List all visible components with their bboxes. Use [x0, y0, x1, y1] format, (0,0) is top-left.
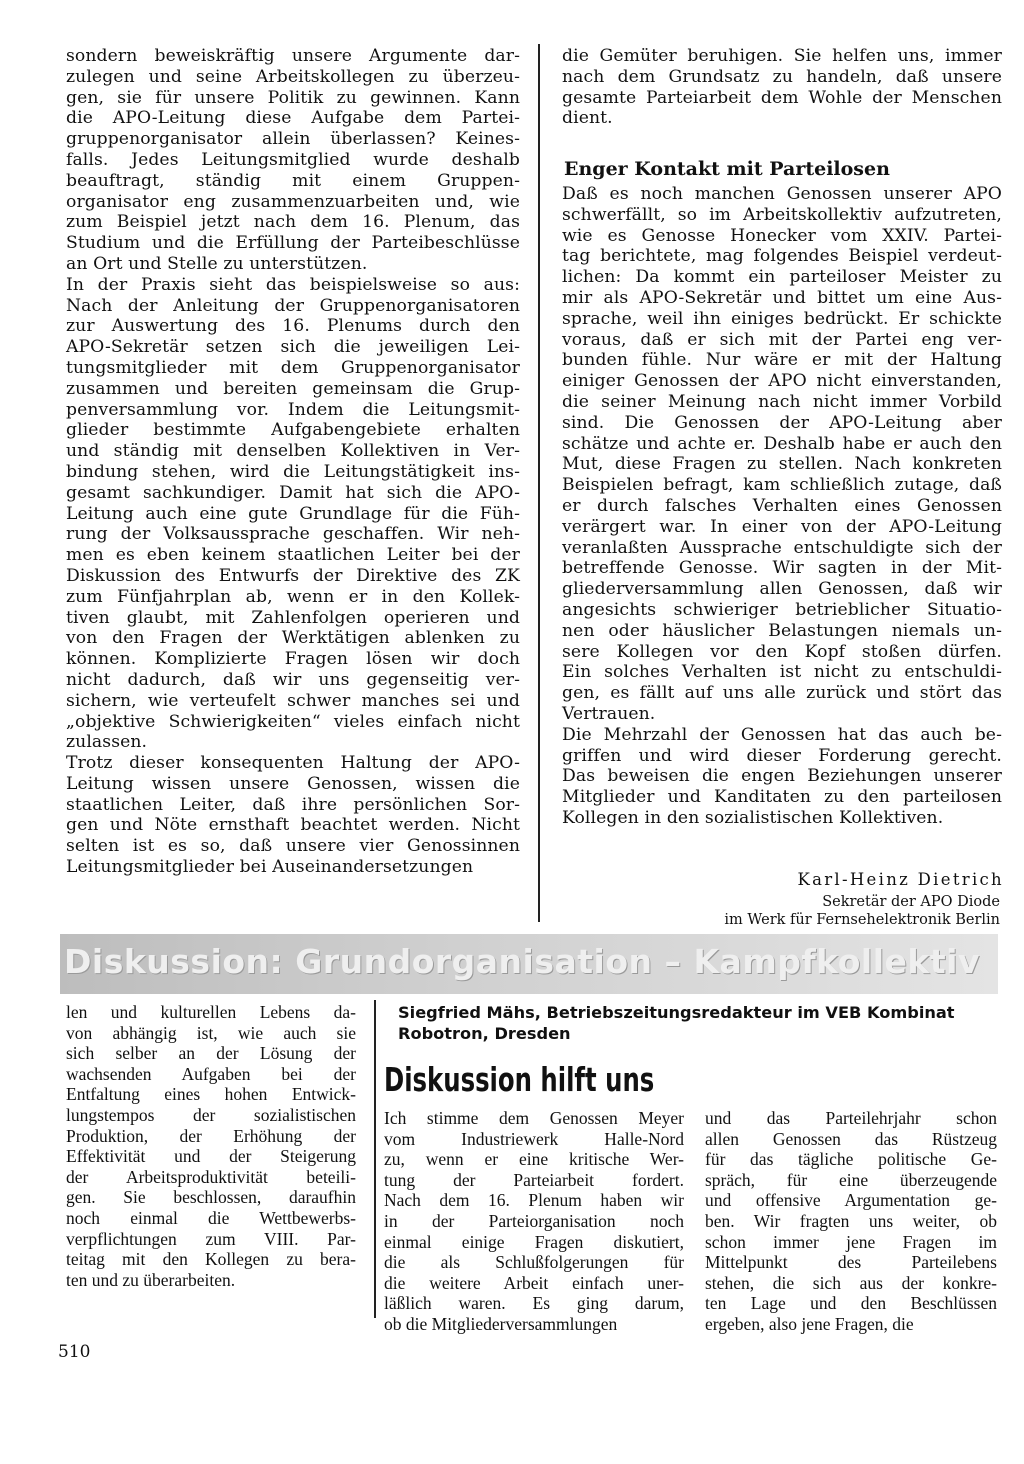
author-name: Karl-Heinz Dietrich	[797, 870, 1004, 889]
text-line: gen, sie für unsere Politik zu gewinnen. Kann	[66, 87, 520, 108]
text-line: noch einmal die Wettbewerbs-	[66, 1207, 356, 1228]
text-line: Das beweisen die engen Beziehungen unserer	[562, 766, 1002, 787]
text-line: Vertrauen.	[562, 703, 656, 724]
top-left-column	[66, 46, 520, 878]
text-line: die Gemüter beruhigen. Sie helfen uns, immer	[562, 46, 1002, 66]
text-line: sich selber an der Lösung der	[66, 1043, 356, 1064]
text-line: bunden fühle. Nur wäre er mit der Haltung	[562, 350, 1002, 371]
text-line: gesamt sachkundiger. Damit hat sich die APO-	[66, 482, 520, 503]
text-line: beauftragt, ständig mit einem Gruppen-	[66, 170, 520, 191]
text-line: Diskussion des Entwurfs der Direktive des ZK	[66, 565, 520, 586]
text-line: nicht dadurch, daß wir uns gegenseitig ver-	[66, 669, 520, 690]
text-line: wachsenden Aufgaben bei der	[66, 1063, 356, 1084]
text-line: angesichts schwieriger betrieblicher Situatio-	[562, 599, 1002, 620]
text-line: gen, es fällt auf uns alle zurück und stört das	[562, 683, 1002, 704]
text-line: ergeben, also jene Fragen, die	[705, 1313, 914, 1334]
text-line: schwerfällt, so im Arbeitskollektiv aufzutreten,	[562, 204, 1002, 225]
text-line: er durch falsches Verhalten eines Genossen	[562, 495, 1002, 516]
text-line: von abhängig ist, wie auch sie	[66, 1022, 356, 1043]
text-line: vom Industriewerk Halle-Nord	[384, 1128, 684, 1149]
text-line: staatlichen Leiter, daß ihre persönlichen Sor-	[66, 794, 520, 815]
text-line: von den Fragen der Werktätigen ablenken zu	[66, 628, 520, 649]
text-line: an Ort und Stelle zu unterstützen.	[66, 253, 368, 274]
column-divider-bottom	[374, 1000, 376, 1318]
text-line: wie es Genosse Honecker vom XXIV. Partei-	[562, 225, 1002, 246]
text-line: gesamte Parteiarbeit dem Wohle der Menschen	[562, 87, 1002, 108]
text-line: allen Genossen das Rüstzeug	[705, 1128, 997, 1149]
text-line: und ständig mit denselben Kollektiven in Ver-	[66, 441, 520, 462]
page-number: 510	[58, 1342, 91, 1362]
article-headline: Diskussion hilft uns	[384, 1060, 655, 1099]
text-line: einmal einige Fragen diskutiert,	[384, 1231, 684, 1252]
text-line: betreffende Genosse. Wir sagten in der Mit-	[562, 558, 1002, 579]
text-line: men es eben keinem staatlichen Leiter bei der	[66, 545, 520, 566]
text-line: sere Kollegen vor den Kopf stoßen dürfen.	[562, 641, 1002, 662]
text-line: gruppenorganisator allein überlassen? Keines-	[66, 129, 520, 150]
text-line: voraus, daß er sich mit der Partei eng ver-	[562, 329, 1002, 350]
text-line: Ein solches Verhalten ist nicht zu entschuldi-	[562, 662, 1002, 683]
text-line: rung der Volksaussprache geschaffen. Wir neh-	[66, 524, 520, 545]
text-line: verpflichtungen zum VIII. Par-	[66, 1228, 356, 1249]
section-banner	[60, 934, 998, 994]
banner-title: Diskussion: Grundorganisation – Kampfkollektiv	[64, 942, 980, 981]
text-line: tag berichtete, mag folgendes Beispiel verdeut-	[562, 246, 1002, 267]
text-line: Mittelpunkt des Parteilebens	[705, 1252, 997, 1273]
text-line: Effektivität und der Steigerung	[66, 1146, 356, 1167]
text-line: Mitglieder und Kanditaten zu den parteilosen	[562, 787, 1002, 808]
text-line: APO-Sekretär setzen sich die jeweiligen Lei-	[66, 337, 520, 358]
byline-line-1: Siegfried Mähs, Betriebszeitungsredakteur im VEB Kombinat	[398, 1003, 955, 1022]
text-line: mir als APO-Sekretär und bittet um eine Aus-	[562, 287, 1002, 308]
text-line: der Arbeitsproduktivität beteili-	[66, 1166, 356, 1187]
text-line: glieder bestimmte Aufgabengebiete erhalten	[66, 420, 520, 441]
top-right-body	[562, 184, 1002, 829]
byline-line-2: Robotron, Dresden	[398, 1024, 571, 1043]
text-line: sichern, wie verteufelt schwer manches sei und	[66, 690, 520, 711]
text-line: tung der Parteiarbeit fordert.	[384, 1169, 684, 1190]
text-line: selten ist es so, daß unsere vier Genossinnen	[66, 836, 520, 857]
text-line: gen. Sie beschlossen, daraufhin	[66, 1187, 356, 1208]
text-line: „objektive Schwierigkeiten“ vieles einfach nicht	[66, 711, 520, 732]
text-line: Nach dem 16. Plenum haben wir	[384, 1190, 684, 1211]
text-line: sprache, weil ihn einiges bedrückt. Er schickte	[562, 308, 1002, 329]
text-line: zu, wenn er eine kritische Wer-	[384, 1149, 684, 1170]
text-line: zulassen.	[66, 732, 148, 753]
text-line: In der Praxis sieht das beispielsweise so aus:	[66, 274, 520, 295]
text-line: tiven glaubt, mit Zahlenfolgen operieren und	[66, 607, 520, 628]
text-line: läßlich waren. Es ging darum,	[384, 1293, 684, 1314]
text-line: ben. Wir fragten uns weiter, ob	[705, 1210, 997, 1231]
text-line: Leitung auch eine gute Grundlage für die Füh-	[66, 503, 520, 524]
text-line: teitag mit den Kollegen zu bera-	[66, 1249, 356, 1270]
text-line: Ich stimme dem Genossen Meyer	[384, 1108, 684, 1128]
text-line: falls. Jedes Leitungsmitglied wurde deshalb	[66, 149, 520, 170]
text-line: lichen: Da kommt ein parteiloser Meister zu	[562, 267, 1002, 288]
text-line: schätze und achte er. Deshalb habe er auch den	[562, 433, 1002, 454]
text-line: zum Fünfjahrplan ab, wenn er in den Kollek-	[66, 586, 520, 607]
text-line: sind. Die Genossen der APO-Leitung aber	[562, 412, 1002, 433]
text-line: ob die Mitgliederversammlungen	[384, 1313, 618, 1334]
text-line: nach dem Grundsatz zu handeln, daß unsere	[562, 66, 1002, 87]
text-line: Trotz dieser konsequenten Haltung der APO-	[66, 753, 520, 774]
text-line: spräch, für eine überzeugende	[705, 1169, 997, 1190]
text-line: Entfaltung eines hohen Entwick-	[66, 1084, 356, 1105]
text-line: einiger Genossen der APO nicht einverstanden,	[562, 371, 1002, 392]
text-line: Beispielen befragt, kam schließlich zutage, daß	[562, 475, 1002, 496]
text-line: und das Parteilehrjahr schon	[705, 1108, 997, 1128]
text-line: Mut, diese Fragen zu stellen. Nach konkreten	[562, 454, 1002, 475]
text-line: tungsmitglieder mit dem Gruppenorganisator	[66, 357, 520, 378]
text-line: veranlaßten Aussprache entschuldigte sich der	[562, 537, 1002, 558]
text-line: ten und zu überarbeiten.	[66, 1269, 236, 1290]
text-line: Die Mehrzahl der Genossen hat das auch be-	[562, 724, 1002, 745]
text-line: die als Schlußfolgerungen für	[384, 1252, 684, 1273]
text-line: für das tägliche politische Ge-	[705, 1149, 997, 1170]
text-line: und offensive Argumentation ge-	[705, 1190, 997, 1211]
text-line: sondern beweiskräftig unsere Argumente dar-	[66, 46, 520, 66]
text-line: Nach der Anleitung der Gruppenorganisatoren	[66, 295, 520, 316]
text-line: zulegen und seine Arbeitskollegen zu überzeu-	[66, 66, 520, 87]
bottom-right-column	[705, 1108, 997, 1335]
text-line: stehen, die sich aus der konkre-	[705, 1272, 997, 1293]
text-line: Leitung wissen unsere Genossen, wissen die	[66, 773, 520, 794]
text-line: lungstempos der sozialistischen	[66, 1104, 356, 1125]
author-role-2: im Werk für Fernsehelektronik Berlin	[724, 912, 1000, 928]
text-line: len und kulturellen Lebens da-	[66, 1002, 356, 1022]
subheading: Enger Kontakt mit Parteilosen	[564, 158, 890, 180]
author-role-1: Sekretär der APO Diode	[822, 894, 1000, 910]
text-line: Studium und die Erfüllung der Parteibeschlüsse	[66, 233, 520, 254]
text-line: ten Lage und den Beschlüssen	[705, 1293, 997, 1314]
text-line: gliederversammlung allen Genossen, daß wir	[562, 579, 1002, 600]
text-line: können. Komplizierte Fragen lösen wir doch	[66, 649, 520, 670]
text-line: verärgert war. In einer von der APO-Leitung	[562, 516, 1002, 537]
text-line: nen oder häuslicher Belastungen niemals un-	[562, 620, 1002, 641]
text-line: dient.	[562, 108, 613, 129]
bottom-mid-column	[384, 1108, 684, 1335]
text-line: Leitungsmitglieder bei Auseinandersetzungen	[66, 857, 474, 878]
text-line: Kollegen in den sozialistischen Kollektiven.	[562, 807, 944, 828]
text-line: zusammen und bereiten gemeinsam die Grup-	[66, 378, 520, 399]
text-line: gen und Nöte ernsthaft beachtet werden. Nicht	[66, 815, 520, 836]
text-line: Produktion, der Erhöhung der	[66, 1125, 356, 1146]
column-divider-top	[538, 44, 540, 922]
top-right-intro	[562, 46, 1002, 129]
text-line: zur Auswertung des 16. Plenums durch den	[66, 316, 520, 337]
bottom-left-column	[66, 1002, 356, 1290]
text-line: die APO-Leitung diese Aufgabe dem Partei-	[66, 108, 520, 129]
text-line: penversammlung vor. Indem die Leitungsmit-	[66, 399, 520, 420]
text-line: zum Beispiel jetzt nach dem 16. Plenum, das	[66, 212, 520, 233]
text-line: in der Parteiorganisation noch	[384, 1210, 684, 1231]
text-line: bindung stehen, wird die Leitungstätigkeit ins-	[66, 461, 520, 482]
text-line: organisator eng zusammenzuarbeiten und, wie	[66, 191, 520, 212]
text-line: griffen und wird dieser Forderung gerecht.	[562, 745, 1002, 766]
text-line: schon immer jene Fragen im	[705, 1231, 997, 1252]
text-line: die weitere Arbeit einfach uner-	[384, 1272, 684, 1293]
text-line: Daß es noch manchen Genossen unserer APO	[562, 184, 1002, 204]
text-line: die seiner Meinung nach nicht immer Vorbild	[562, 391, 1002, 412]
